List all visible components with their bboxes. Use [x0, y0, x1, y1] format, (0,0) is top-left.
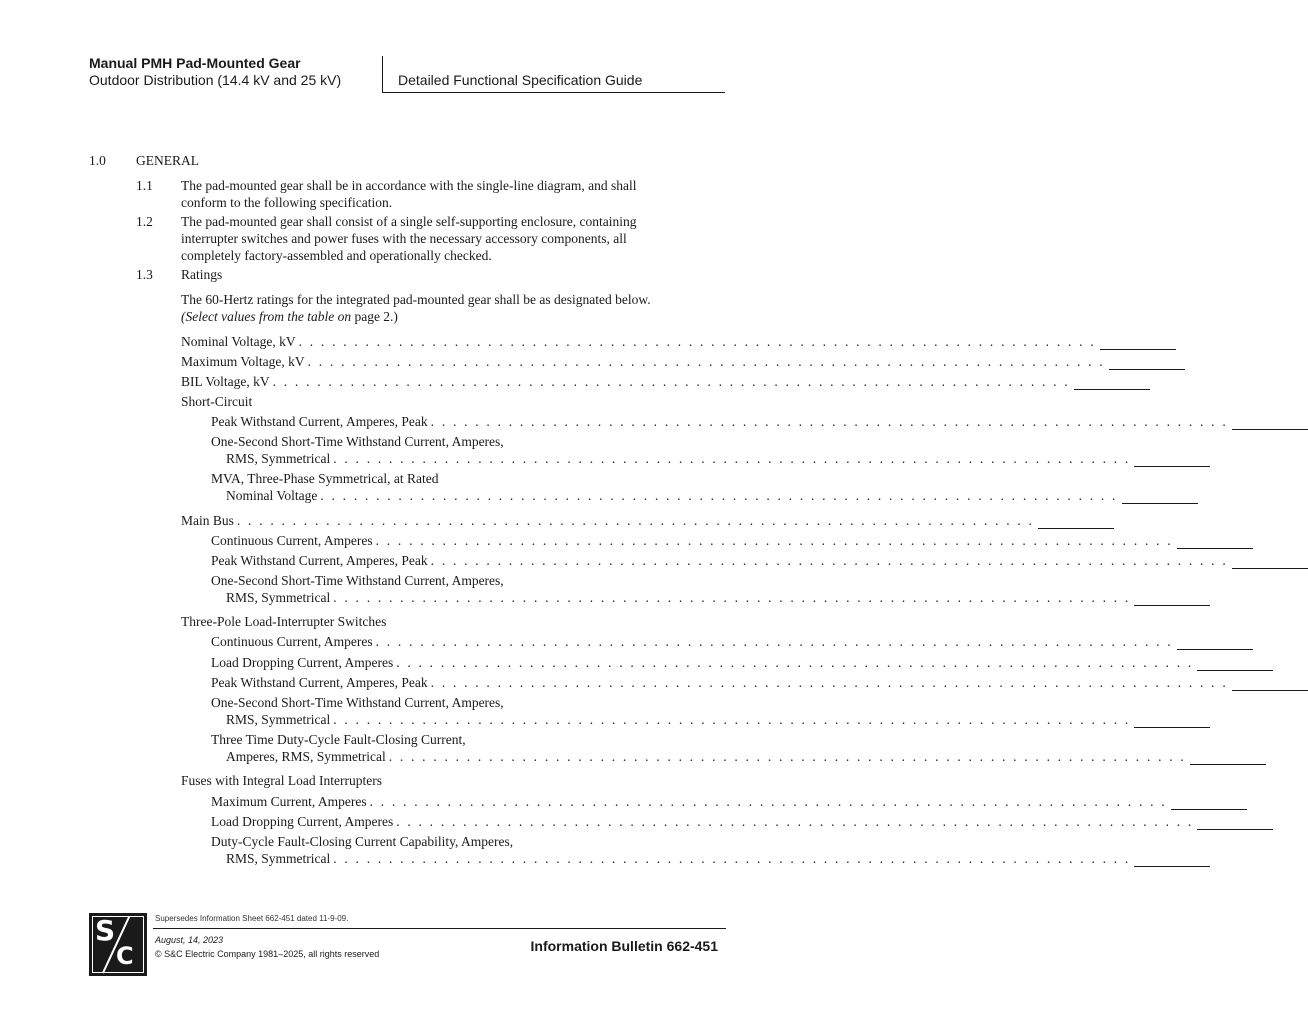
- bulletin-number: Information Bulletin 662-451: [530, 938, 718, 954]
- item-text-line: The pad-mounted gear shall consist of a single self-supporting enclosure, containing: [181, 214, 637, 229]
- rating-value-blank[interactable]: [1134, 592, 1210, 606]
- rating-value-blank[interactable]: [1232, 416, 1308, 430]
- rating-label: MVA, Three-Phase Symmetrical, at Rated: [211, 471, 439, 486]
- dot-leader: . . . . . . . . . . . . . . . . . . . . . . . . . . . . . . . . . . . . . . . . . . . . . . . . . . . . . . . . . . . . . . . . . . . . . . . .: [388, 749, 1186, 764]
- rating-label: Load Dropping Current, Amperes: [211, 813, 396, 830]
- rating-label: RMS, Symmetrical: [226, 711, 333, 728]
- dot-leader: . . . . . . . . . . . . . . . . . . . . . . . . . . . . . . . . . . . . . . . . . . . . . . . . . . . . . . . . . . . . . . . . . . . . . . . .: [333, 451, 1131, 466]
- rating-label: One-Second Short-Time Withstand Current, Amperes,: [211, 695, 504, 710]
- dot-leader: . . . . . . . . . . . . . . . . . . . . . . . . . . . . . . . . . . . . . . . . . . . . . . . . . . . . . . . . . . . . . . . . . . . . . . . .: [430, 675, 1228, 690]
- rating-row: [181, 512, 1035, 529]
- rating-label: One-Second Short-Time Withstand Current, Amperes,: [211, 573, 504, 588]
- rating-value-blank[interactable]: [1177, 535, 1253, 549]
- ratings-note-page: page 2.): [354, 309, 398, 324]
- section-title: GENERAL: [136, 153, 199, 168]
- rating-value-blank[interactable]: [1122, 490, 1198, 504]
- rating-row: [211, 813, 1194, 830]
- rating-value-blank[interactable]: [1074, 376, 1150, 390]
- dot-leader: . . . . . . . . . . . . . . . . . . . . . . . . . . . . . . . . . . . . . . . . . . . . . . . . . . . . . . . . . . . . . . . . . . . . . . . .: [396, 655, 1194, 670]
- rating-row: [181, 353, 1105, 370]
- rating-label: Amperes, RMS, Symmetrical: [226, 748, 389, 765]
- rating-row: [226, 850, 1131, 867]
- item-text-line: The pad-mounted gear shall be in accordance with the single-line diagram, and shall: [181, 178, 637, 193]
- rating-row: [226, 450, 1131, 467]
- rating-group-title: Short-Circuit: [181, 394, 253, 409]
- rating-row: [211, 793, 1167, 810]
- rating-label: Nominal Voltage, kV: [181, 333, 299, 350]
- rating-row: [211, 654, 1194, 671]
- rating-label: RMS, Symmetrical: [226, 850, 333, 867]
- rating-label: Peak Withstand Current, Amperes, Peak: [211, 674, 431, 691]
- rating-row: [211, 413, 1228, 430]
- company-logo: [89, 913, 147, 976]
- dot-leader: . . . . . . . . . . . . . . . . . . . . . . . . . . . . . . . . . . . . . . . . . . . . . . . . . . . . . . . . . . . . . . . . . . . . . . . .: [236, 513, 1035, 528]
- rating-label: Peak Withstand Current, Amperes, Peak: [211, 552, 431, 569]
- dot-leader: . . . . . . . . . . . . . . . . . . . . . . . . . . . . . . . . . . . . . . . . . . . . . . . . . . . . . . . . . . . . . . . . . . . . . . . .: [396, 814, 1194, 829]
- rating-value-blank[interactable]: [1197, 657, 1273, 671]
- logo-letter-c: C: [116, 942, 134, 970]
- copyright: © S&C Electric Company 1981–2025, all rights reserved: [155, 949, 380, 959]
- rating-value-blank[interactable]: [1100, 336, 1176, 350]
- rating-row: [211, 532, 1173, 549]
- document-title: Manual PMH Pad-Mounted Gear: [89, 55, 301, 71]
- item-text-line: interrupter switches and power fuses with the necessary accessory components, all: [181, 231, 627, 246]
- rating-label: BIL Voltage, kV: [181, 373, 273, 390]
- dot-leader: . . . . . . . . . . . . . . . . . . . . . . . . . . . . . . . . . . . . . . . . . . . . . . . . . . . . . . . . . . . . . . . . . . . . . . . .: [430, 553, 1228, 568]
- rating-row: [211, 552, 1228, 569]
- item-number: 1.3: [136, 267, 153, 282]
- item-number: 1.2: [136, 214, 153, 229]
- rating-group-title: Fuses with Integral Load Interrupters: [181, 773, 382, 788]
- rating-row: [211, 633, 1173, 650]
- rating-row: [211, 674, 1228, 691]
- rating-label: One-Second Short-Time Withstand Current, Amperes,: [211, 434, 504, 449]
- rating-label: Peak Withstand Current, Amperes, Peak: [211, 413, 431, 430]
- rating-label: RMS, Symmetrical: [226, 589, 333, 606]
- rating-label: Nominal Voltage: [226, 487, 320, 504]
- dot-leader: . . . . . . . . . . . . . . . . . . . . . . . . . . . . . . . . . . . . . . . . . . . . . . . . . . . . . . . . . . . . . . . . . . . . . . . .: [333, 712, 1131, 727]
- footer-rule: [153, 928, 726, 929]
- rating-label: Load Dropping Current, Amperes: [211, 654, 396, 671]
- rating-value-blank[interactable]: [1177, 636, 1253, 650]
- dot-leader: . . . . . . . . . . . . . . . . . . . . . . . . . . . . . . . . . . . . . . . . . . . . . . . . . . . . . . . . . . . . . . . . . . . . . . . .: [307, 354, 1105, 369]
- rating-value-blank[interactable]: [1134, 853, 1210, 867]
- rating-row: [226, 748, 1186, 765]
- rating-label: Main Bus: [181, 512, 237, 529]
- rating-label: Maximum Voltage, kV: [181, 353, 308, 370]
- rating-label: RMS, Symmetrical: [226, 450, 333, 467]
- dot-leader: . . . . . . . . . . . . . . . . . . . . . . . . . . . . . . . . . . . . . . . . . . . . . . . . . . . . . . . . . . . . . . . . . . . . . . . .: [333, 851, 1131, 866]
- rating-row: [226, 487, 1118, 504]
- ratings-intro: The 60-Hertz ratings for the integrated pad-mounted gear shall be as designated below.: [181, 292, 651, 307]
- dot-leader: . . . . . . . . . . . . . . . . . . . . . . . . . . . . . . . . . . . . . . . . . . . . . . . . . . . . . . . . . . . . . . . . . . . . . . . .: [369, 794, 1167, 809]
- rating-label: Continuous Current, Amperes: [211, 633, 376, 650]
- guide-title: Detailed Functional Specification Guide: [398, 72, 643, 88]
- header-divider: [382, 56, 383, 93]
- rating-label: Continuous Current, Amperes: [211, 532, 376, 549]
- header-rule: [382, 92, 725, 93]
- rating-value-blank[interactable]: [1038, 515, 1114, 529]
- rating-row: [226, 589, 1131, 606]
- rating-value-blank[interactable]: [1232, 677, 1308, 691]
- ratings-note: [181, 308, 398, 325]
- rating-value-blank[interactable]: [1109, 356, 1185, 370]
- rating-value-blank[interactable]: [1232, 555, 1308, 569]
- dot-leader: . . . . . . . . . . . . . . . . . . . . . . . . . . . . . . . . . . . . . . . . . . . . . . . . . . . . . . . . . . . . . . . . . . . . . . . .: [375, 533, 1173, 548]
- rating-label: Three Time Duty-Cycle Fault-Closing Current,: [211, 732, 466, 747]
- item-number: 1.1: [136, 178, 153, 193]
- ratings-note-italic: (Select values from the table on: [181, 309, 352, 324]
- rating-value-blank[interactable]: [1171, 796, 1247, 810]
- dot-leader: . . . . . . . . . . . . . . . . . . . . . . . . . . . . . . . . . . . . . . . . . . . . . . . . . . . . . . . . . . . . . . . . . . . . . . . .: [298, 334, 1096, 349]
- issue-date: August, 14, 2023: [155, 935, 224, 945]
- rating-value-blank[interactable]: [1134, 453, 1210, 467]
- rating-group-title: Three-Pole Load-Interrupter Switches: [181, 614, 387, 629]
- rating-row: [181, 373, 1070, 390]
- rating-label: Duty-Cycle Fault-Closing Current Capability, Amperes,: [211, 834, 514, 849]
- dot-leader: . . . . . . . . . . . . . . . . . . . . . . . . . . . . . . . . . . . . . . . . . . . . . . . . . . . . . . . . . . . . . . . . . . . . . . . .: [333, 590, 1131, 605]
- rating-value-blank[interactable]: [1197, 816, 1273, 830]
- supersedes-note: Supersedes Information Sheet 662-451 dated 11-9-09.: [155, 914, 349, 923]
- rating-value-blank[interactable]: [1134, 714, 1210, 728]
- item-text-line: conform to the following specification.: [181, 195, 393, 210]
- logo-letter-s: S: [95, 914, 116, 947]
- rating-row: [181, 333, 1096, 350]
- rating-row: [226, 711, 1131, 728]
- document-header: [89, 55, 341, 89]
- dot-leader: . . . . . . . . . . . . . . . . . . . . . . . . . . . . . . . . . . . . . . . . . . . . . . . . . . . . . . . . . . . . . . . . . . . . . . . .: [272, 374, 1070, 389]
- section-number: 1.0: [89, 153, 106, 168]
- item-text-line: Ratings: [181, 267, 223, 282]
- dot-leader: . . . . . . . . . . . . . . . . . . . . . . . . . . . . . . . . . . . . . . . . . . . . . . . . . . . . . . . . . . . . . . . . . . . . . . . .: [430, 414, 1228, 429]
- document-subtitle: Outdoor Distribution (14.4 kV and 25 kV): [89, 72, 342, 88]
- item-text-line: completely factory-assembled and operationally checked.: [181, 248, 492, 263]
- dot-leader: . . . . . . . . . . . . . . . . . . . . . . . . . . . . . . . . . . . . . . . . . . . . . . . . . . . . . . . . . . . . . . . . . . . . . . . .: [320, 488, 1118, 503]
- rating-value-blank[interactable]: [1190, 751, 1266, 765]
- dot-leader: . . . . . . . . . . . . . . . . . . . . . . . . . . . . . . . . . . . . . . . . . . . . . . . . . . . . . . . . . . . . . . . . . . . . . . . .: [375, 634, 1173, 649]
- rating-label: Maximum Current, Amperes: [211, 793, 370, 810]
